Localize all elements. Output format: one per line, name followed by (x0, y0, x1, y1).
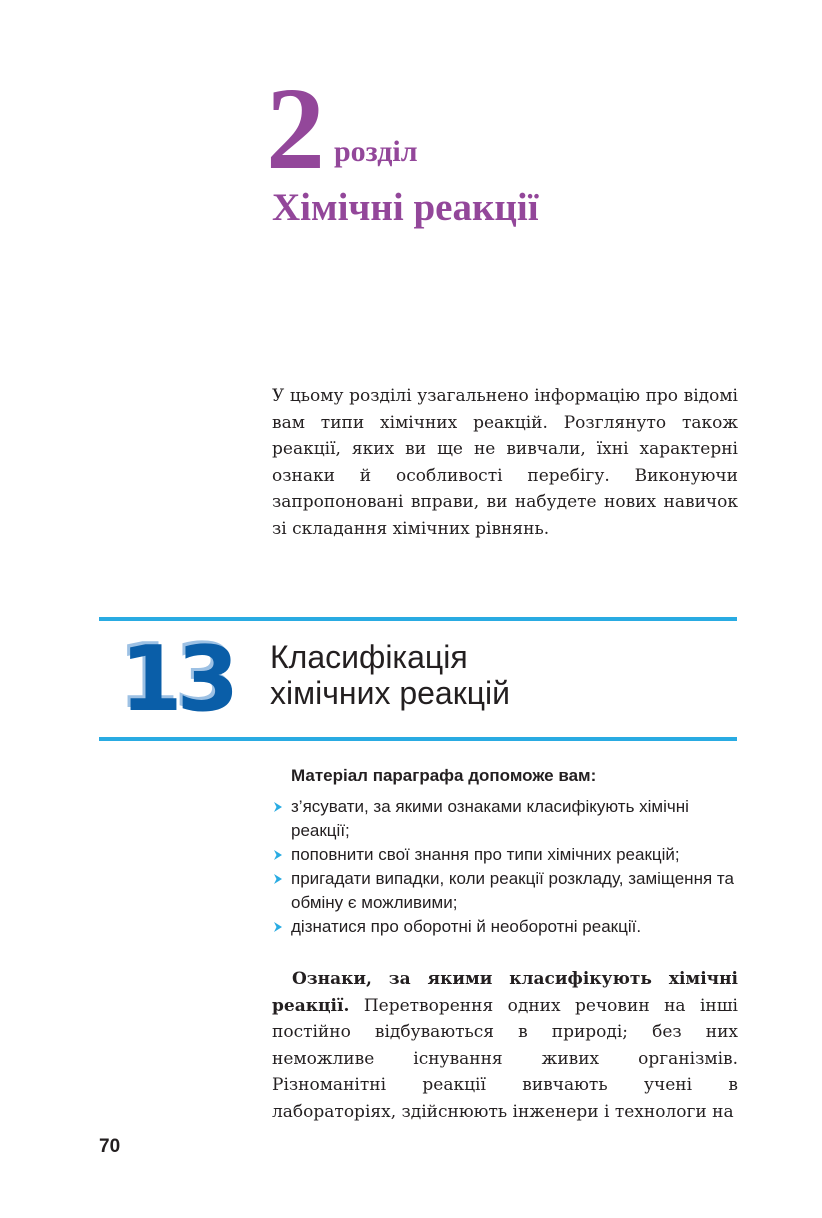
list-item (270, 915, 740, 939)
section-title (270, 639, 510, 711)
chevron-right-icon (272, 873, 284, 885)
paragraph-lead: Ознаки, за якими класифікують хімічні реакції. (272, 969, 738, 1016)
body-paragraph (272, 966, 738, 1125)
list-item (270, 843, 740, 867)
objective-text: з’ясувати, за якими ознаками класифікують хімічні реакції; (291, 797, 689, 840)
chevron-right-icon (272, 921, 284, 933)
section-rule-bottom (99, 737, 737, 741)
page-number: 70 (99, 1136, 121, 1157)
objective-text: дізнатися про оборотні й необоротні реакції. (291, 917, 642, 936)
section-title-line-2: хімічних реакцій (270, 675, 511, 711)
objective-text: пригадати випадки, коли реакції розкладу, заміщення та обміну є можливими; (291, 869, 734, 912)
objectives-list (270, 795, 740, 939)
chapter-intro: У цьому розділі узагальнено інформацію про відомі вам типи хімічних реакцій. Розглянуто також реакції, яких ви ще не вивчали, їхні характерні ознаки й особливості перебігу. Виконуючи запропоновані вправи, ви набудете нових навичок зі складання хімічних рівнянь. (272, 386, 738, 539)
objectives-heading: Матеріал параграфа допоможе вам: (291, 766, 597, 785)
objective-text: поповнити свої знання про типи хімічних реакцій; (291, 845, 680, 864)
chapter-number: 2 (266, 63, 323, 194)
chapter-title: Хімічні реакції (272, 186, 539, 229)
chevron-right-icon (272, 801, 284, 813)
paragraph-text: Перетворення одних речовин на інші постійно відбуваються в природі; без них неможливе існування живих організмів. Різноманітні реакції вивчають учені в лабораторіях, здійснюють інженери і технологи на (272, 995, 738, 1122)
section-title-line-1: Класифікація (270, 639, 468, 675)
chapter-label: розділ (334, 135, 418, 168)
list-item (270, 867, 740, 915)
section-number: 13 (120, 627, 234, 732)
chevron-right-icon (272, 849, 284, 861)
list-item (270, 795, 740, 843)
section-rule-top (99, 617, 737, 621)
